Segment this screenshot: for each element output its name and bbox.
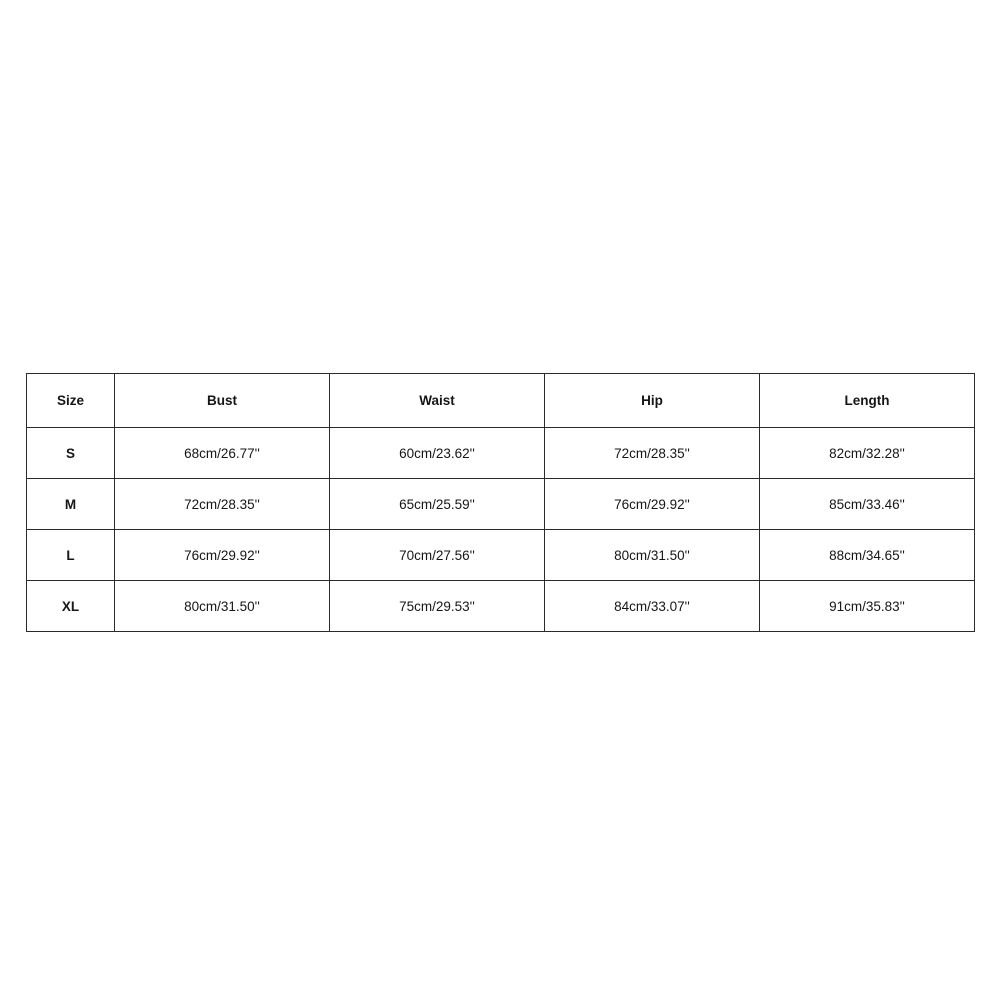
table-row xyxy=(27,428,975,479)
column-header-bust: Bust xyxy=(115,374,330,428)
cell-waist: 65cm/25.59'' xyxy=(330,479,545,530)
column-header-size: Size xyxy=(27,374,115,428)
table-row xyxy=(27,530,975,581)
cell-bust: 76cm/29.92'' xyxy=(115,530,330,581)
table-header xyxy=(27,374,975,428)
column-header-hip: Hip xyxy=(545,374,760,428)
cell-waist: 70cm/27.56'' xyxy=(330,530,545,581)
cell-bust: 68cm/26.77'' xyxy=(115,428,330,479)
cell-hip: 84cm/33.07'' xyxy=(545,581,760,632)
cell-size: L xyxy=(27,530,115,581)
cell-size: XL xyxy=(27,581,115,632)
size-chart-table xyxy=(26,373,975,632)
cell-size: S xyxy=(27,428,115,479)
cell-length: 88cm/34.65'' xyxy=(760,530,975,581)
cell-hip: 72cm/28.35'' xyxy=(545,428,760,479)
cell-length: 82cm/32.28'' xyxy=(760,428,975,479)
cell-bust: 80cm/31.50'' xyxy=(115,581,330,632)
table-row xyxy=(27,581,975,632)
cell-hip: 80cm/31.50'' xyxy=(545,530,760,581)
table-row xyxy=(27,479,975,530)
cell-length: 85cm/33.46'' xyxy=(760,479,975,530)
cell-hip: 76cm/29.92'' xyxy=(545,479,760,530)
table-header-row xyxy=(27,374,975,428)
cell-size: M xyxy=(27,479,115,530)
cell-waist: 75cm/29.53'' xyxy=(330,581,545,632)
cell-bust: 72cm/28.35'' xyxy=(115,479,330,530)
size-chart-container xyxy=(26,373,974,632)
cell-waist: 60cm/23.62'' xyxy=(330,428,545,479)
column-header-waist: Waist xyxy=(330,374,545,428)
cell-length: 91cm/35.83'' xyxy=(760,581,975,632)
table-body xyxy=(27,428,975,632)
column-header-length: Length xyxy=(760,374,975,428)
